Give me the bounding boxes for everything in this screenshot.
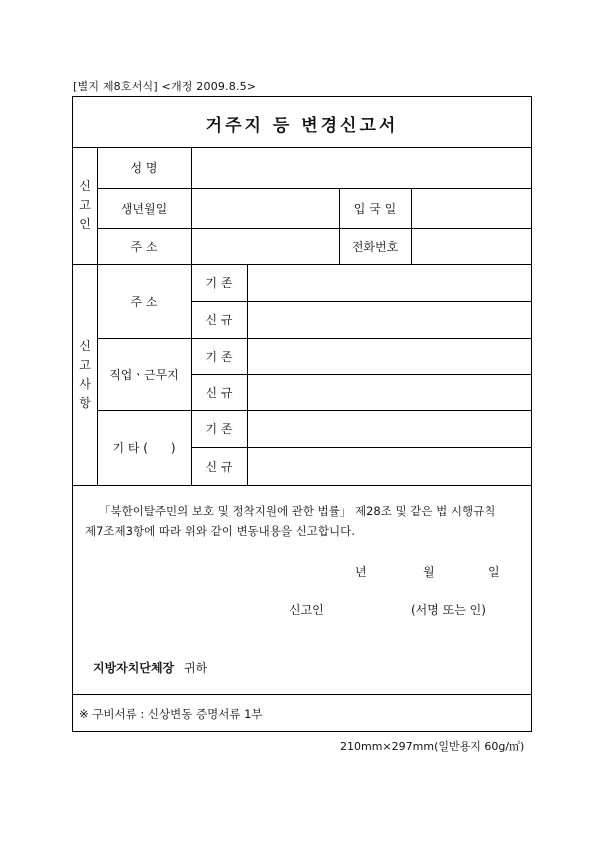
entry-date-field[interactable]	[412, 189, 532, 228]
reporter-section-label: 신 고 인	[79, 179, 91, 231]
birth-date-field[interactable]	[192, 189, 339, 228]
report-form	[72, 96, 532, 732]
required-documents-note: ※ 구비서류 : 신상변동 증명서류 1부	[79, 707, 263, 721]
reporter-signature-label: 신고인	[289, 603, 324, 617]
declaration-text: 「북한이탈주민의 보호 및 정착지원에 관한 법률」 제28조 및 같은 법 시행규칙 제7조제3항에 따라 위와 같이 변동내용을 신고합니다.	[85, 504, 496, 538]
matter-job-label: 직업ㆍ근무지	[109, 367, 179, 382]
matter-other-label: 기 타 ( )	[112, 441, 176, 455]
new-label: 신 규	[205, 459, 233, 474]
existing-label: 기 존	[205, 276, 233, 290]
new-label: 신 규	[205, 313, 233, 327]
date-month-label: 월	[423, 565, 435, 579]
attachments-divider	[73, 694, 531, 695]
phone-label: 전화번호	[351, 239, 399, 254]
paper-size-note: 210mm×297mm(일반용지 60g/㎡)	[340, 740, 525, 753]
form-number-label: [별지 제8호서식] <개정 2009.8.5>	[73, 80, 257, 93]
date-year-label: 년	[355, 565, 367, 579]
address-new-field[interactable]	[248, 302, 532, 338]
section-divider	[73, 485, 531, 486]
new-label: 신 규	[205, 385, 233, 400]
signature-note: (서명 또는 인)	[411, 603, 486, 617]
phone-field[interactable]	[412, 229, 532, 264]
form-title: 거주지 등 변경신고서	[205, 116, 399, 136]
existing-label: 기 존	[205, 349, 233, 364]
other-existing-field[interactable]	[248, 411, 532, 447]
job-new-field[interactable]	[248, 375, 532, 410]
recipient: 지방자치단체장 귀하	[93, 661, 208, 675]
address-field[interactable]	[192, 229, 339, 264]
matter-address-label: 주 소	[130, 294, 158, 309]
other-new-field[interactable]	[248, 448, 532, 485]
entry-date-label: 입 국 일	[353, 201, 397, 216]
name-label: 성 명	[130, 161, 158, 175]
address-existing-field[interactable]	[248, 265, 532, 301]
date-day-label: 일	[488, 565, 500, 579]
birth-date-label: 생년월일	[120, 201, 168, 216]
address-label: 주 소	[130, 239, 158, 254]
existing-label: 기 존	[205, 422, 233, 436]
job-existing-field[interactable]	[248, 339, 532, 374]
report-matters-section-label: 신 고 사 항	[79, 339, 91, 410]
name-field[interactable]	[192, 148, 532, 188]
